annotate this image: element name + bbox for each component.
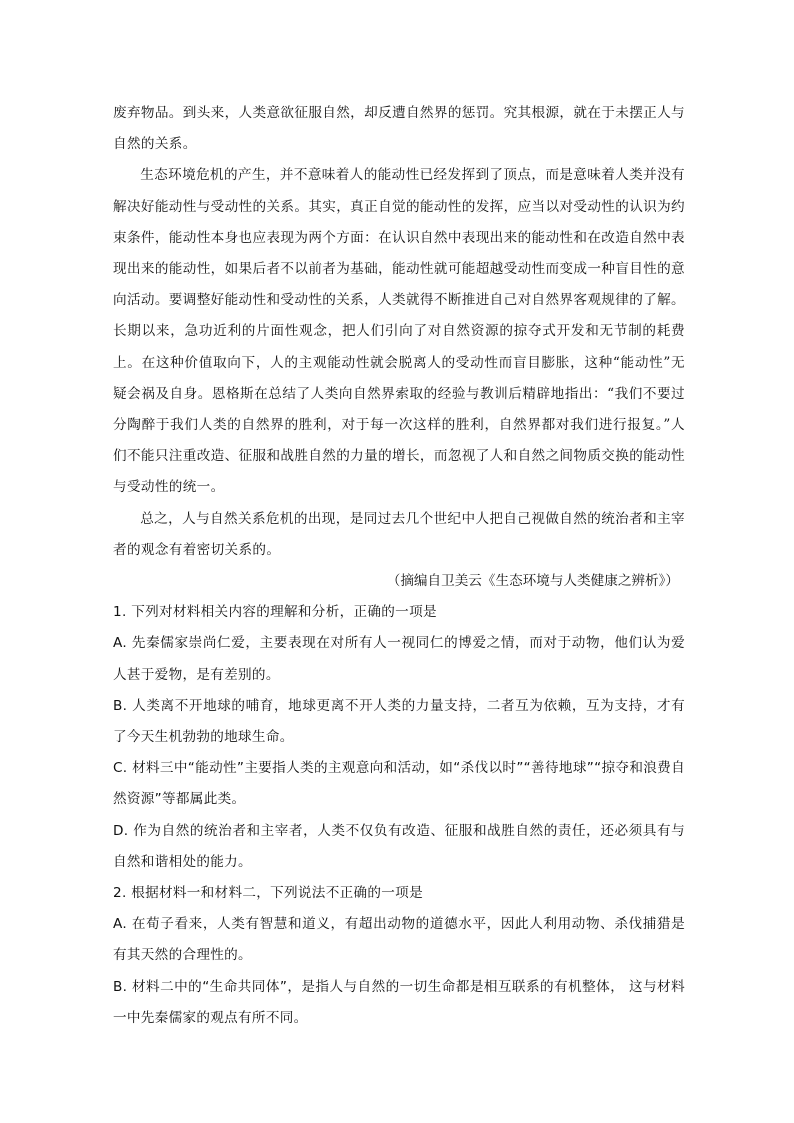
question-2-stem: 2. 根据材料一和材料二，下列说法不正确的一项是 (113, 885, 423, 902)
question-2-option-a: A. 在荀子看来，人类有智慧和道义，有超出动物的道德水平，因此人利用动物、杀伐捕猎是有其天然的合理性的。 (113, 916, 685, 964)
question-1-option-a: A. 先秦儒家崇尚仁爱，主要表现在对所有人一视同仁的博爱之情，而对于动物，他们认为爱人甚于爱物，是有差别的。 (113, 635, 685, 683)
passage-paragraph-1: 废弃物品。到头来，人类意欲征服自然，却反遭自然界的惩罚。究其根源，就在于未摆正人与自然的关系。 (113, 105, 685, 153)
question-1-stem: 1. 下列对材料相关内容的理解和分析，正确的一项是 (113, 604, 437, 621)
question-1-option-d: D. 作为自然的统治者和主宰者，人类不仅负有改造、征服和战胜自然的责任，还必须具有与自然和谐相处的能力。 (113, 822, 685, 870)
passage-paragraph-3: 总之，人与自然关系危机的出现，是同过去几个世纪中人把自己视做自然的统治者和主宰者的观念有着密切关系的。 (113, 510, 685, 558)
passage-source: （摘编自卫美云《生态环境与人类健康之辨析》） (386, 573, 679, 590)
question-1-option-b: B. 人类离不开地球的哺育，地球更离不开人类的力量支持，二者互为依赖，互为支持，才有了今天生机勃勃的地球生命。 (113, 697, 685, 746)
question-2-option-b: B. 材料二中的“生命共同体”，是指人与自然的一切生命都是相互联系的有机整体， 这与材料一中先秦儒家的观点有所不同。 (113, 978, 685, 1026)
passage-paragraph-2: 生态环境危机的产生，并不意味着人的能动性已经发挥到了顶点，而是意味着人类并没有解决好能动性与受动性的关系。其实，真正自觉的能动性的发挥，应当以对受动性的认识为约束条件，能动性本身也应表现为两个方面：在认识自然中表现出来的能动性和在改造自然中表现出来的能动性，如果后者不以前者为基础，能动性就可能超越受动性而变成一种盲目性的意向活动。要调整好能动性和受动性的关系，人类就得不断推进自己对自然界客观规律的了解。长期以来，急功近利的片面性观念，把人们引向了对自然资源的掠夺式开发和无节制的耗费上。在这种价值取向下，人的主观能动性就会脱离人的受动性而盲目膨胀，这种“能动性”无疑会祸及自身。恩格斯在总结了人类向自然界索取的经验与教训后精辟地指出：“我们不要过分陶醉于我们人类的自然界的胜利，对于每一次这样的胜利，自然界都对我们进行报复。”人们不能只注重改造、征服和战胜自然的力量的增长，而忽视了人和自然之间物质交换的能动性与受动性的统一。 (113, 167, 685, 496)
document-page (113, 98, 685, 1034)
question-1-option-c: C. 材料三中“能动性”主要指人类的主观意向和活动，如“杀伐以时”“善待地球”“掠夺和浪费自然资源”等都属此类。 (113, 760, 685, 808)
